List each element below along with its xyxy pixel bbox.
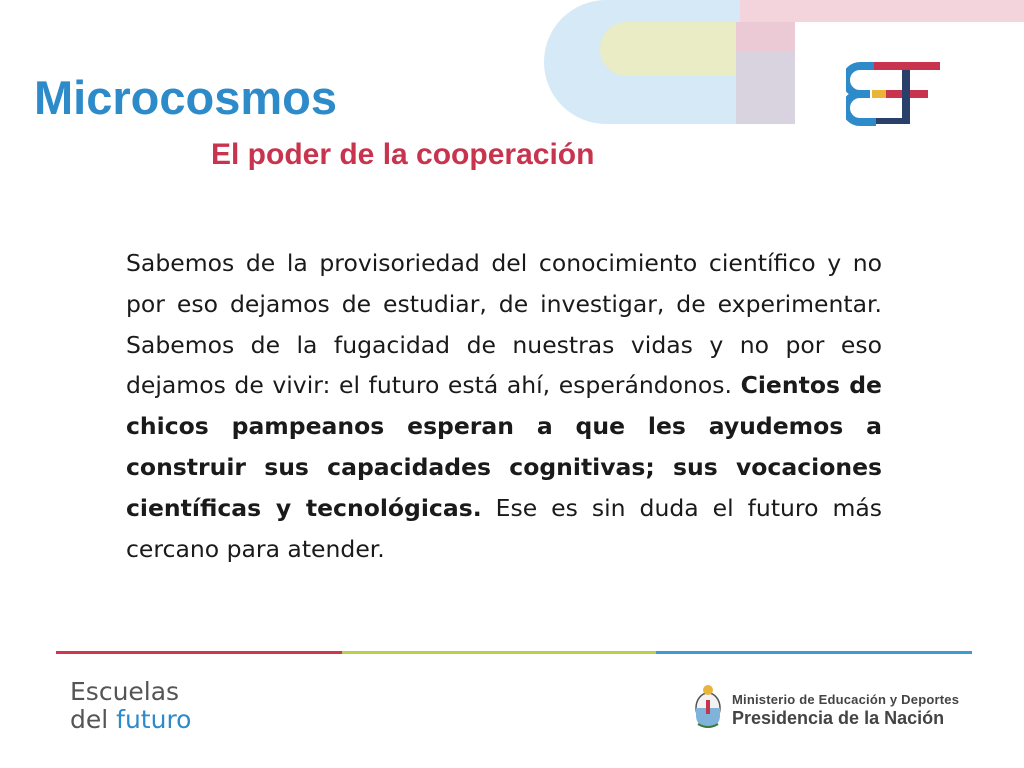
slide-title: Microcosmos xyxy=(34,71,337,124)
program-line2-futuro: futuro xyxy=(116,705,192,734)
slide-subtitle: El poder de la cooperación xyxy=(211,138,595,171)
divider-green xyxy=(342,651,656,654)
program-line2 xyxy=(70,706,191,734)
body-text-bold: Cientos de chicos pampeanos esperan a que les ayudemos a construir sus capacidades cognitivas; sus vocaciones científicas y tecnológicas. xyxy=(126,371,882,522)
divider-blue xyxy=(656,651,972,654)
body-paragraph xyxy=(126,243,882,569)
decorative-pink-bar xyxy=(740,0,1024,22)
ministry-label xyxy=(732,692,959,729)
program-line1: Escuelas xyxy=(70,677,180,706)
program-logo-text xyxy=(70,678,191,734)
body-text-part2: Ese es sin duda el futuro más cercano para atender. xyxy=(126,493,882,563)
ministry-line1: Ministerio de Educación y Deportes xyxy=(732,692,960,707)
decorative-yellow-shape xyxy=(600,22,736,76)
ministry-line2: Presidencia de la Nación xyxy=(732,708,945,728)
ef-logo xyxy=(846,60,942,126)
argentina-coat-of-arms-icon xyxy=(692,684,724,730)
body-text-part1: Sabemos de la provisoriedad del conocimiento científico y no por eso dejamos de estudiar, de investigar, de experimentar. Sabemos de la fugacidad de nuestras vidas y no por eso dejamos de vivir: el futuro está ahí, esperándonos. xyxy=(126,249,882,400)
divider-red xyxy=(56,651,342,654)
decorative-pink-block xyxy=(736,22,795,52)
program-line2-prefix: del xyxy=(70,705,117,734)
